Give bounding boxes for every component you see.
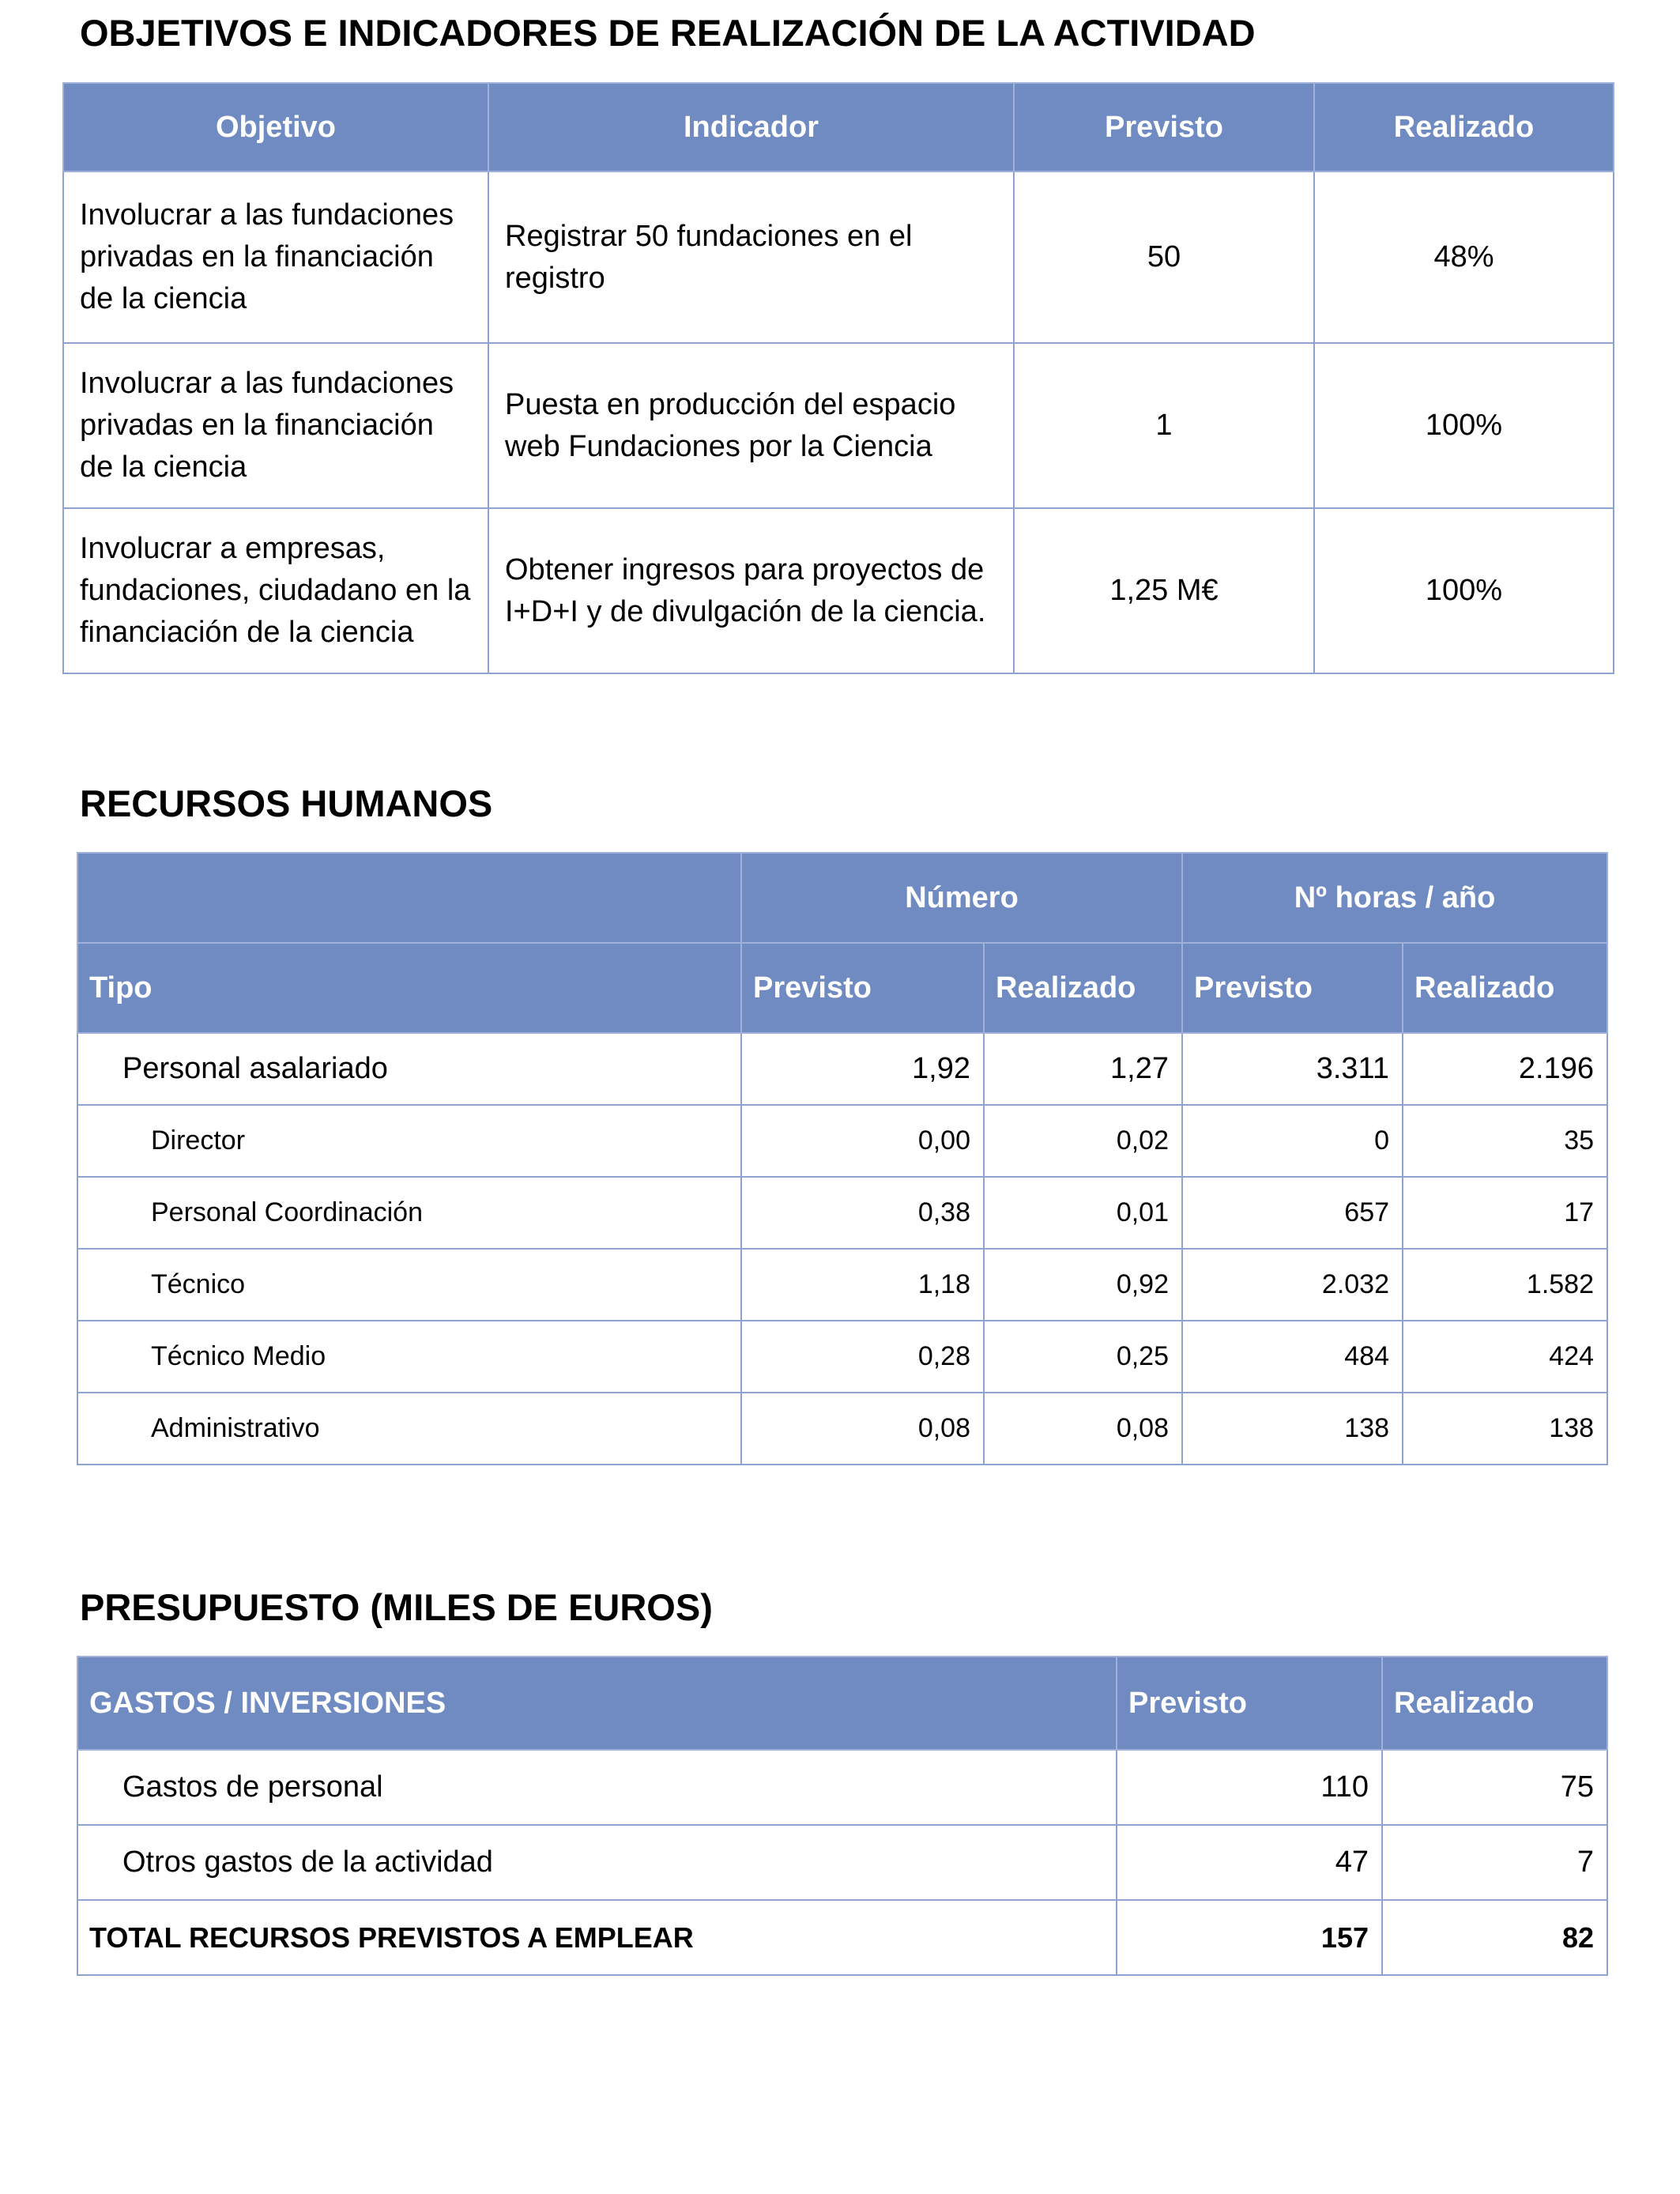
previsto-cell: 1,25 M€ [1014, 508, 1314, 673]
realizado-horas-cell: 424 [1403, 1321, 1607, 1393]
tipo-cell: Personal asalariado [77, 1033, 741, 1105]
realizado-numero-cell: 0,92 [984, 1249, 1182, 1321]
realizado-horas-cell: 35 [1403, 1105, 1607, 1177]
header-realizado-horas: Realizado [1403, 943, 1607, 1033]
previsto-cell: 50 [1014, 172, 1314, 343]
budget-table [77, 1656, 1608, 1976]
previsto-horas-cell: 2.032 [1182, 1249, 1403, 1321]
header-empty [77, 853, 741, 943]
indicador-cell: Registrar 50 fundaciones en el registro [488, 172, 1014, 343]
realizado-numero-cell: 0,25 [984, 1321, 1182, 1393]
realizado-numero-cell: 1,27 [984, 1033, 1182, 1105]
realizado-cell: 7 [1382, 1825, 1607, 1900]
table-row [77, 1105, 1607, 1177]
header-realizado: Realizado [1382, 1657, 1607, 1750]
realizado-numero-cell: 0,01 [984, 1177, 1182, 1249]
tipo-cell: Personal Coordinación [77, 1177, 741, 1249]
previsto-cell: 47 [1117, 1825, 1382, 1900]
table-row [77, 1177, 1607, 1249]
table-row [63, 343, 1614, 508]
header-previsto-numero: Previsto [741, 943, 984, 1033]
previsto-numero-cell: 1,18 [741, 1249, 984, 1321]
objectives-header-row [63, 83, 1614, 172]
objetivo-cell: Involucrar a las fundaciones privadas en la financiación de la ciencia [63, 343, 488, 508]
indicador-cell: Puesta en producción del espacio web Fundaciones por la Ciencia [488, 343, 1014, 508]
objetivo-cell: Involucrar a las fundaciones privadas en la financiación de la ciencia [63, 172, 488, 343]
tipo-cell: Técnico [77, 1249, 741, 1321]
header-tipo: Tipo [77, 943, 741, 1033]
previsto-horas-cell: 484 [1182, 1321, 1403, 1393]
previsto-cell: 1 [1014, 343, 1314, 508]
header-previsto: Previsto [1014, 83, 1314, 172]
realizado-numero-cell: 0,02 [984, 1105, 1182, 1177]
realizado-cell: 48% [1314, 172, 1614, 343]
total-row [77, 1900, 1607, 1975]
previsto-numero-cell: 1,92 [741, 1033, 984, 1105]
tipo-cell: Director [77, 1105, 741, 1177]
objetivo-cell: Involucrar a empresas, fundaciones, ciudadano en la financiación de la ciencia [63, 508, 488, 673]
previsto-numero-cell: 0,38 [741, 1177, 984, 1249]
budget-header-row [77, 1657, 1607, 1750]
header-realizado-numero: Realizado [984, 943, 1182, 1033]
total-realizado-cell: 82 [1382, 1900, 1607, 1975]
realizado-horas-cell: 1.582 [1403, 1249, 1607, 1321]
table-row [77, 1393, 1607, 1465]
previsto-horas-cell: 3.311 [1182, 1033, 1403, 1105]
header-objetivo: Objetivo [63, 83, 488, 172]
realizado-horas-cell: 138 [1403, 1393, 1607, 1465]
gasto-label-cell: Otros gastos de la actividad [77, 1825, 1117, 1900]
previsto-cell: 110 [1117, 1750, 1382, 1825]
hr-title: RECURSOS HUMANOS [80, 782, 493, 824]
indicador-cell: Obtener ingresos para proyectos de I+D+I y de divulgación de la ciencia. [488, 508, 1014, 673]
table-row [63, 508, 1614, 673]
hr-group-header-row [77, 853, 1607, 943]
realizado-horas-cell: 2.196 [1403, 1033, 1607, 1105]
header-numero: Número [741, 853, 1182, 943]
header-previsto: Previsto [1117, 1657, 1382, 1750]
hr-header-row [77, 943, 1607, 1033]
previsto-horas-cell: 657 [1182, 1177, 1403, 1249]
realizado-numero-cell: 0,08 [984, 1393, 1182, 1465]
objectives-table [62, 82, 1614, 674]
realizado-horas-cell: 17 [1403, 1177, 1607, 1249]
table-row [77, 1033, 1607, 1105]
previsto-horas-cell: 138 [1182, 1393, 1403, 1465]
header-gastos: GASTOS / INVERSIONES [77, 1657, 1117, 1750]
hr-table [77, 852, 1608, 1465]
table-row [77, 1750, 1607, 1825]
gasto-label-cell: Gastos de personal [77, 1750, 1117, 1825]
total-label-cell: TOTAL RECURSOS PREVISTOS A EMPLEAR [77, 1900, 1117, 1975]
header-previsto-horas: Previsto [1182, 943, 1403, 1033]
realizado-cell: 100% [1314, 343, 1614, 508]
previsto-horas-cell: 0 [1182, 1105, 1403, 1177]
table-row [77, 1249, 1607, 1321]
tipo-cell: Administrativo [77, 1393, 741, 1465]
header-realizado: Realizado [1314, 83, 1614, 172]
realizado-cell: 100% [1314, 508, 1614, 673]
table-row [63, 172, 1614, 343]
budget-title: PRESUPUESTO (MILES DE EUROS) [80, 1586, 713, 1628]
header-horas: Nº horas / año [1182, 853, 1607, 943]
tipo-cell: Técnico Medio [77, 1321, 741, 1393]
total-previsto-cell: 157 [1117, 1900, 1382, 1975]
table-row [77, 1321, 1607, 1393]
objectives-title: OBJETIVOS E INDICADORES DE REALIZACIÓN DE LA ACTIVIDAD [80, 12, 1256, 54]
realizado-cell: 75 [1382, 1750, 1607, 1825]
previsto-numero-cell: 0,08 [741, 1393, 984, 1465]
header-indicador: Indicador [488, 83, 1014, 172]
previsto-numero-cell: 0,00 [741, 1105, 984, 1177]
previsto-numero-cell: 0,28 [741, 1321, 984, 1393]
table-row [77, 1825, 1607, 1900]
